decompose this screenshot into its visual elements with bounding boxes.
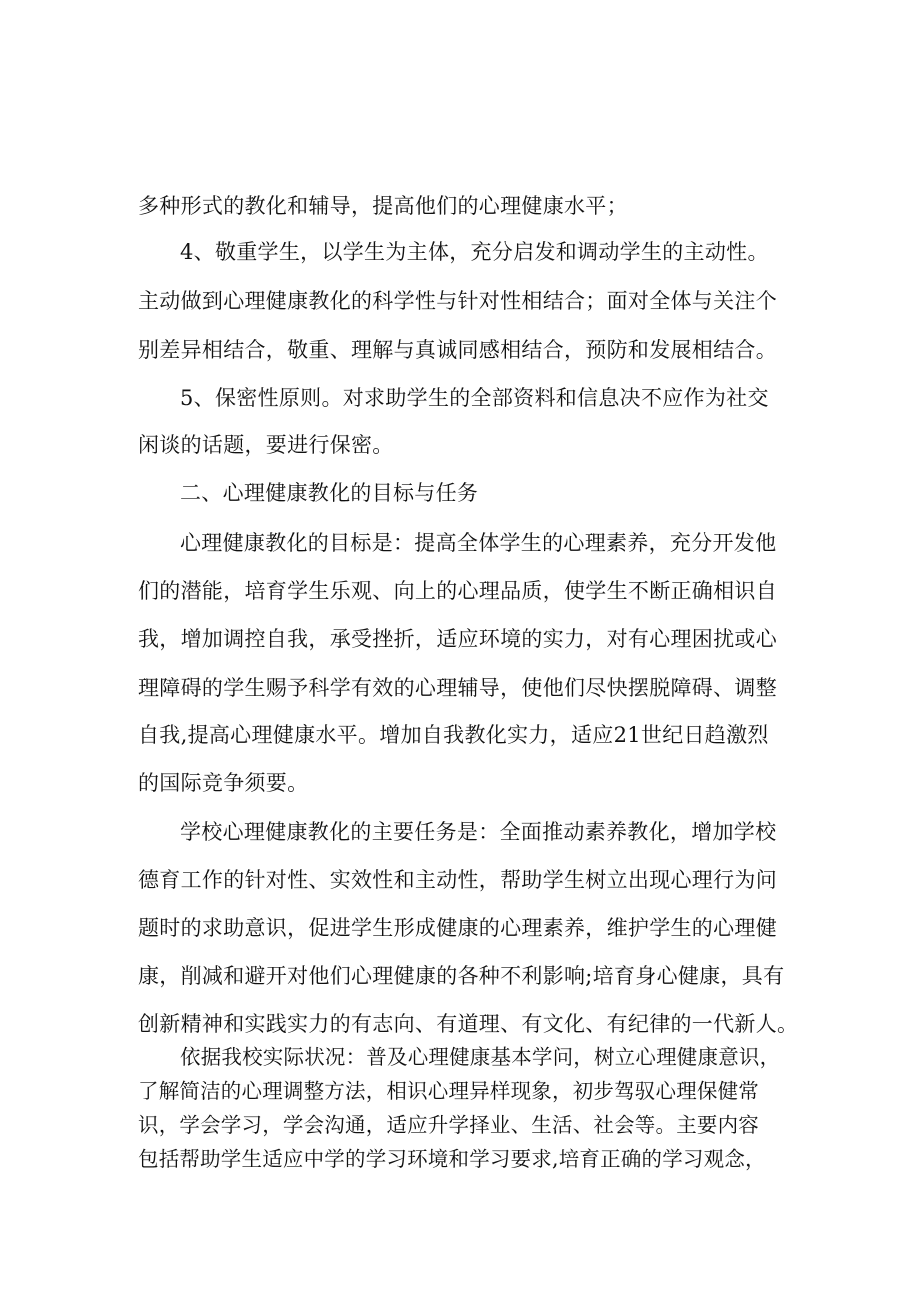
paragraph-line: 创新精神和实践实力的有志向、有道理、有文化、有纪律的一代新人。 bbox=[138, 1012, 799, 1036]
paragraph-line: 识，学会学习，学会沟通，适应升学择业、生活、社会等。主要内容 bbox=[138, 1113, 759, 1137]
paragraph-line: 了解简洁的心理调整方法，相识心理异样现象，初步驾驭心理保健常 bbox=[138, 1079, 759, 1103]
paragraph-line: 闲谈的话题，要进行保密。 bbox=[138, 433, 394, 457]
paragraph-line: 德育工作的针对性、实效性和主动性，帮助学生树立出现心理行为问 bbox=[138, 868, 777, 892]
paragraph-line: 心理健康教化的目标是：提高全体学生的心理素养，充分开发他 bbox=[180, 531, 777, 555]
paragraph-line: 们的潜能，培育学生乐观、向上的心理品质，使学生不断正确相识自 bbox=[138, 579, 777, 603]
paragraph-line: 学校心理健康教化的主要任务是：全面推动素养教化，增加学校 bbox=[180, 820, 777, 844]
paragraph-line: 主动做到心理健康教化的科学性与针对性相结合；面对全体与关注个 bbox=[138, 289, 777, 313]
paragraph-line: 4、敬重学生，以学生为主体，充分启发和调动学生的主动性。 bbox=[180, 240, 769, 264]
paragraph-line: 包括帮助学生适应中学的学习环境和学习要求,培育正确的学习观念， bbox=[138, 1147, 766, 1171]
paragraph-line: 别差异相结合，敬重、理解与真诚同感相结合，预防和发展相结合。 bbox=[138, 338, 777, 362]
paragraph-line: 依据我校实际状况：普及心理健康基本学问，树立心理健康意识， bbox=[180, 1045, 781, 1069]
paragraph-line: 康，削减和避开对他们心理健康的各种不利影响;培育身心健康，具有 bbox=[138, 964, 785, 988]
paragraph-line: 自我,提高心理健康水平。增加自我教化实力，适应21世纪日趋激烈 bbox=[138, 723, 769, 747]
section-heading: 二、心理健康教化的目标与任务 bbox=[180, 481, 479, 505]
paragraph-line: 5、保密性原则。对求助学生的全部资料和信息决不应作为社交 bbox=[180, 386, 769, 410]
paragraph-line: 题时的求助意识，促进学生形成健康的心理素养，维护学生的心理健 bbox=[138, 916, 777, 940]
paragraph-line: 多种形式的教化和辅导，提高他们的心理健康水平； bbox=[138, 194, 628, 218]
paragraph-line: 我，增加调控自我，承受挫折，适应环境的实力，对有心理困扰或心 bbox=[138, 627, 777, 651]
paragraph-line: 的国际竞争须要。 bbox=[138, 771, 309, 795]
paragraph-line: 理障碍的学生赐予科学有效的心理辅导，使他们尽快摆脱障碍、调整 bbox=[138, 676, 777, 700]
